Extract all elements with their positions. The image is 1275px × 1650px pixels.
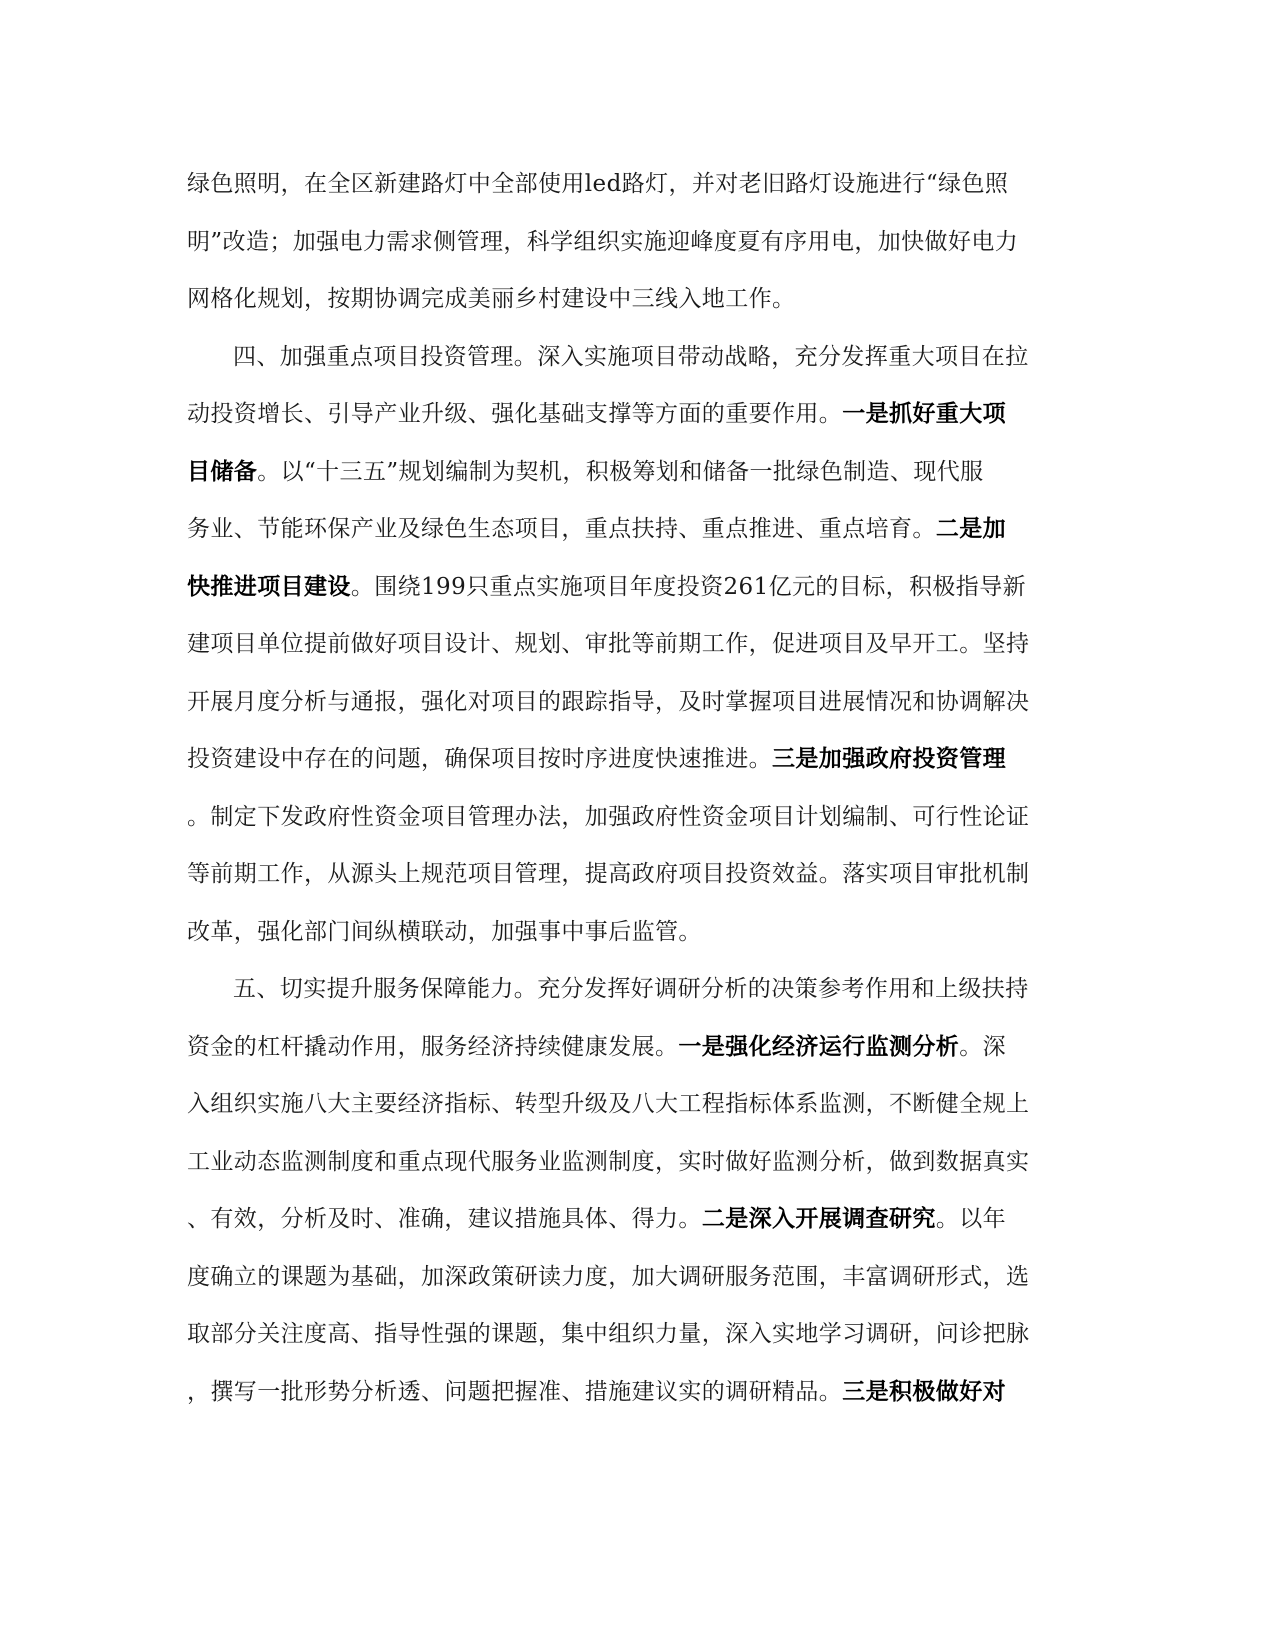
text-span: 建项目单位提前做好项目设计、规划、审批等前期工作，促进项目及早开工。坚持	[187, 631, 1030, 657]
text-line	[187, 571, 1087, 603]
text-span: 度确立的课题为基础，加深政策研读力度，加大调研服务范围，丰富调研形式，选	[187, 1264, 1030, 1290]
text-line	[187, 628, 1087, 660]
text-line	[187, 1031, 1087, 1063]
text-span: 。以“十三五”规划编制为契机，积极筹划和储备一批绿色制造、现代服	[257, 459, 984, 485]
text-span: 工业动态监测制度和重点现代服务业监测制度，实时做好监测分析，做到数据真实	[187, 1149, 1030, 1175]
bold-text: 二是加	[935, 516, 1007, 542]
text-line	[187, 398, 1087, 430]
text-line	[187, 1203, 1087, 1235]
text-line	[187, 168, 1087, 200]
paragraph-four-heading-line	[233, 341, 1133, 373]
text-line	[187, 1376, 1087, 1408]
text-span: 务业、节能环保产业及绿色生态项目，重点扶持、重点推进、重点培育。	[187, 516, 936, 542]
text-span: 。围绕199只重点实施项目年度投资261亿元的目标，积极指导新	[350, 574, 1027, 600]
text-line	[187, 916, 1087, 948]
paragraph-five-heading-line	[233, 973, 1133, 1005]
text-span: 改革，强化部门间纵横联动，加强事中事后监管。	[187, 919, 702, 945]
text-span: 网格化规划，按期协调完成美丽乡村建设中三线入地工作。	[187, 286, 796, 312]
text-line	[187, 226, 1087, 258]
text-span: 。深	[959, 1034, 1007, 1060]
bold-text: 一是强化经济运行监测分析	[678, 1034, 960, 1060]
text-line	[187, 1088, 1087, 1120]
bold-text: 快推进项目建设	[187, 574, 351, 600]
text-span: ，撰写一批形势分析透、问题把握准、措施建议实的调研精品。	[187, 1379, 843, 1405]
text-line	[187, 513, 1087, 545]
text-line	[187, 283, 1087, 315]
text-line	[187, 1318, 1087, 1350]
text-line	[187, 743, 1087, 775]
text-line	[187, 1146, 1087, 1178]
text-line	[187, 686, 1087, 718]
text-span: 取部分关注度高、指导性强的课题，集中组织力量，深入实地学习调研，问诊把脉	[187, 1321, 1030, 1347]
text-span: 。制定下发政府性资金项目管理办法，加强政府性资金项目计划编制、可行性论证	[187, 804, 1030, 830]
text-span: 动投资增长、引导产业升级、强化基础支撑等方面的重要作用。	[187, 401, 843, 427]
bold-text: 目储备	[187, 459, 258, 485]
text-span: 、有效，分析及时、准确，建议措施具体、得力。	[187, 1206, 702, 1232]
bold-text: 三是积极做好对	[842, 1379, 1007, 1405]
text-line	[187, 1261, 1087, 1293]
text-span: 入组织实施八大主要经济指标、转型升级及八大工程指标体系监测，不断健全规上	[187, 1091, 1030, 1117]
text-span: 绿色照明，在全区新建路灯中全部使用led路灯，并对老旧路灯设施进行“绿色照	[187, 171, 1009, 197]
bold-text: 二是深入开展调查研究	[701, 1206, 936, 1232]
text-span: 等前期工作，从源头上规范项目管理，提高政府项目投资效益。落实项目审批机制	[187, 861, 1030, 887]
bold-text: 三是加强政府投资管理	[772, 746, 1006, 772]
text-span: 明”改造；加强电力需求侧管理，科学组织实施迎峰度夏有序用电，加快做好电力	[187, 229, 1019, 255]
text-span: 投资建设中存在的问题，确保项目按时序进度快速推进。	[187, 746, 772, 772]
text-line	[187, 801, 1087, 833]
text-line	[187, 456, 1087, 488]
text-span: 五、切实提升服务保障能力。充分发挥好调研分析的决策参考作用和上级扶持	[233, 976, 1029, 1002]
text-span: 开展月度分析与通报，强化对项目的跟踪指导，及时掌握项目进展情况和协调解决	[187, 689, 1030, 715]
text-line	[187, 858, 1087, 890]
text-span: 四、加强重点项目投资管理。深入实施项目带动战略，充分发挥重大项目在拉	[233, 344, 1029, 370]
bold-text: 一是抓好重大项	[842, 401, 1007, 427]
text-span: 资金的杠杆撬动作用，服务经济持续健康发展。	[187, 1034, 679, 1060]
text-span: 。以年	[935, 1206, 1007, 1232]
